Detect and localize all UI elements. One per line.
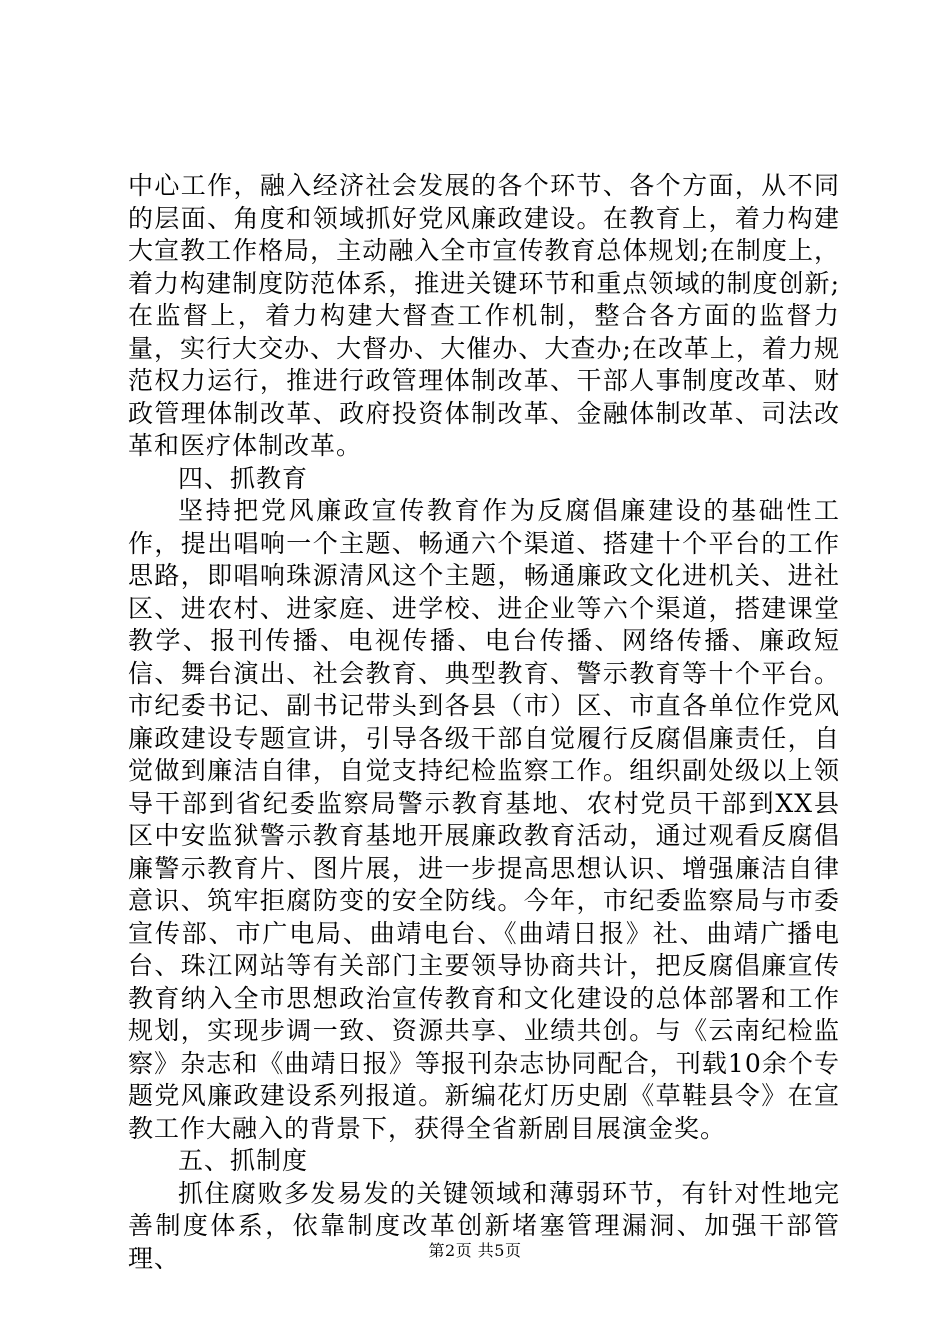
section-heading-education: 四、抓教育: [178, 463, 309, 493]
paragraph-education: 坚持把党风廉政宣传教育作为反腐倡廉建设的基础性工作，提出唱响一个主题、畅通六个渠道、搭建十个平台的工作思路，即唱响珠源清风这个主题，畅通廉政文化进机关、进社区、进农村、进家庭、进学校、进企业等六个渠道，搭建课堂教学、报刊传播、电视传播、电台传播、网络传播、廉政短信、舞台演出、社会教育、典型教育、警示教育等十个平台。市纪委书记、副书记带头到各县（市）区、市直各单位作党风廉政建设专题宣讲，引导各级干部自觉履行反腐倡廉责任，自觉做到廉洁自律，自觉支持纪检监察工作。组织副处级以上领导干部到省纪委监察局警示教育基地、农村党员干部到XX县区中安监狱警示教育基地开展廉政教育活动，通过观看反腐倡廉警示教育片、图片展，进一步提高思想认识、增强廉洁自律意识、筑牢拒腐防变的安全防线。今年，市纪委监察局与市委宣传部、市广电局、曲靖电台、《曲靖日报》社、曲靖广播电台、珠江网站等有关部门主要领导协商共计，把反腐倡廉宣传教育纳入全市思想政治宣传教育和文化建设的总体部署和工作规划，实现步调一致、资源共享、业绩共创。与《云南纪检监察》杂志和《曲靖日报》等报刊杂志协同配合，刊载10余个专题党风廉政建设系列报道。新编花灯历史剧《草鞋县令》在宣教工作大融入的背景下，获得全省新剧目展演金奖。: [128, 496, 840, 1143]
paragraph-system: 抓住腐败多发易发的关键领域和薄弱环节，有针对性地完善制度体系，依靠制度改革创新堵塞管理漏洞、加强干部管理、: [128, 1178, 840, 1273]
page-number-footer: 第2页 共5页: [428, 1241, 522, 1260]
paragraph-continuation: 中心工作，融入经济社会发展的各个环节、各个方面，从不同的层面、角度和领域抓好党风廉政建设。在教育上，着力构建大宣教工作格局，主动融入全市宣传教育总体规划;在制度上，着力构建制度防范体系，推进关键环节和重点领域的制度创新;在监督上，着力构建大督查工作机制，整合各方面的监督力量，实行大交办、大督办、大催办、大查办;在改革上，着力规范权力运行，推进行政管理体制改革、干部人事制度改革、财政管理体制改革、政府投资体制改革、金融体制改革、司法改革和医疗体制改革。: [128, 171, 840, 460]
document-body: [128, 170, 840, 1275]
section-heading-system: 五、抓制度: [178, 1146, 309, 1175]
